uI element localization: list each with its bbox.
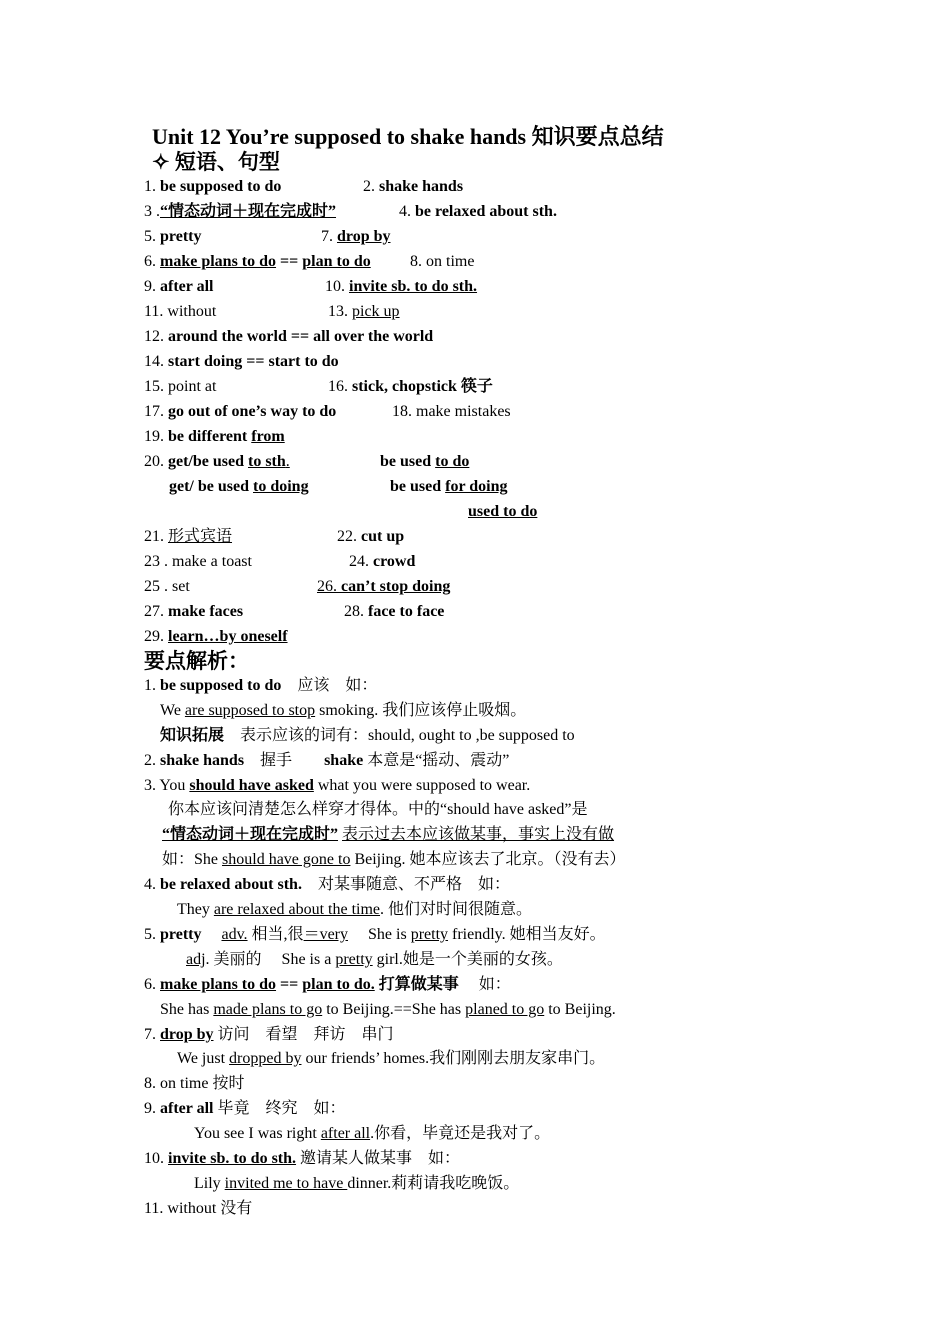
- explanation-line: 6. make plans to do == plan to do. 打算做某事 如：: [144, 976, 511, 993]
- explanation-line: 11. without 没有: [144, 1200, 253, 1217]
- phrase-line: 21. 形式宾语 22. cut up: [144, 528, 405, 545]
- phrase-line: 5. pretty 7. drop by: [144, 228, 391, 245]
- explanation-line: 4. be relaxed about sth. 对某事随意、不严格 如：: [144, 876, 510, 893]
- phrases-heading: ✧ 短语、句型: [152, 150, 280, 174]
- example-line: 如：She should have gone to Beijing. 她本应该去了北京。（没有去）: [162, 851, 626, 868]
- phrase-line: 15. point at 16. stick, chopstick 筷子: [144, 378, 493, 395]
- analysis-heading: 要点解析：: [144, 649, 249, 673]
- explanation-line: 你本应该问清楚怎么样穿才得体。中的“should have asked”是: [168, 801, 588, 818]
- document-title: Unit 12 You’re supposed to shake hands 知识要点总结: [152, 124, 664, 149]
- phrase-line: get/ be used to doing be used for doing: [169, 478, 508, 495]
- explanation-line: 10. invite sb. to do sth. 邀请某人做某事 如：: [144, 1150, 461, 1167]
- explanation-line: 7. drop by 访问 看望 拜访 串门: [144, 1026, 394, 1043]
- explanation-line: 8. on time 按时: [144, 1075, 245, 1092]
- phrase-line: 14. start doing == start to do: [144, 353, 339, 370]
- explanation-line: “情态动词＋现在完成时” 表示过去本应该做某事，事实上没有做: [162, 826, 615, 843]
- phrase-line: 11. without 13. pick up: [144, 303, 400, 320]
- phrase-line: 20. get/be used to sth. be used to do: [144, 453, 470, 470]
- phrase-line: 17. go out of one’s way to do 18. make mistakes: [144, 403, 511, 420]
- example-line: Lily invited me to have dinner.莉莉请我吃晚饭。: [194, 1175, 520, 1192]
- example-line: We are supposed to stop smoking. 我们应该停止吸烟。: [160, 702, 527, 719]
- explanation-line: 2. shake hands 握手 shake 本意是“摇动、震动”: [144, 752, 510, 769]
- phrase-line: 27. make faces 28. face to face: [144, 603, 445, 620]
- phrase-line: 9. after all 10. invite sb. to do sth.: [144, 278, 478, 295]
- phrase-line: 29. learn…by oneself: [144, 628, 288, 645]
- example-line: We just dropped by our friends’ homes.我们刚刚去朋友家串门。: [177, 1050, 606, 1067]
- phrase-line: 25 . set 26. can’t stop doing: [144, 578, 451, 595]
- explanation-line: 5. pretty adv. 相当,很＝very She is pretty friendly. 她相当友好。: [144, 926, 606, 943]
- explanation-line: 9. after all 毕竟 终究 如：: [144, 1100, 346, 1117]
- phrase-line: 6. make plans to do == plan to do 8. on time: [144, 253, 475, 270]
- phrase-line: 19. be different from: [144, 428, 285, 445]
- explanation-line: 知识拓展 表示应该的词有：should, ought to ,be supposed to: [160, 727, 575, 744]
- phrase-line: 23 . make a toast 24. crowd: [144, 553, 416, 570]
- phrase-line: 12. around the world == all over the world: [144, 328, 434, 345]
- phrase-line: 1. be supposed to do 2. shake hands: [144, 178, 464, 195]
- explanation-line: 3. You should have asked what you were supposed to wear.: [144, 777, 531, 794]
- phrase-line: used to do: [468, 503, 538, 520]
- example-line: They are relaxed about the time. 他们对时间很随意。: [177, 901, 533, 918]
- explanation-line: 1. be supposed to do 应该 如：: [144, 677, 378, 694]
- explanation-line: adj. 美丽的 She is a pretty girl.她是一个美丽的女孩。: [186, 951, 563, 968]
- phrase-line: 3 .“情态动词＋现在完成时” 4. be relaxed about sth.: [144, 203, 557, 220]
- example-line: You see I was right after all.你看，毕竟还是我对了。: [194, 1125, 551, 1142]
- example-line: She has made plans to go to Beijing.==She has planed to go to Beijing.: [160, 1001, 616, 1018]
